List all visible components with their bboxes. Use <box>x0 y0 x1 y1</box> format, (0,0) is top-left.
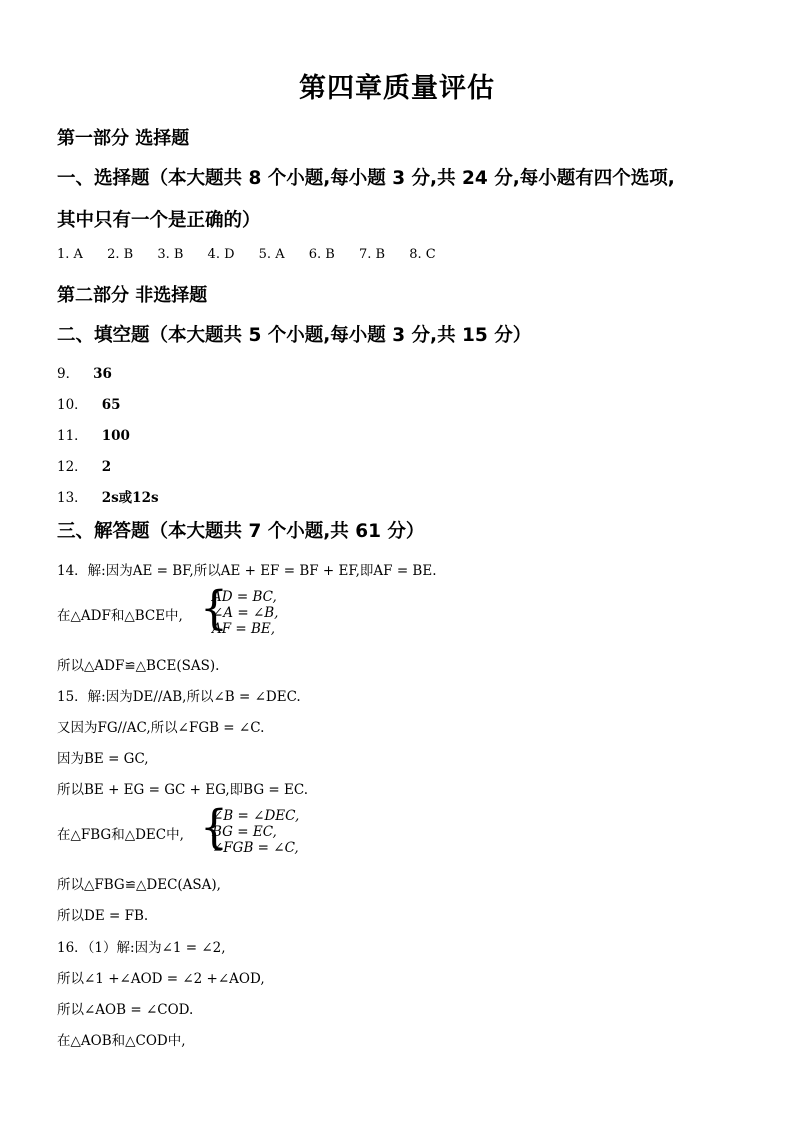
brace-symbol: { <box>200 800 228 855</box>
system-row: AD = BC, <box>212 589 277 605</box>
answer-item: 5. A <box>258 247 285 262</box>
fill-number: 13． <box>57 490 88 506</box>
section1-heading-line2: 其中只有一个是正确的） <box>57 210 261 231</box>
fill-answer: 100 <box>101 428 130 444</box>
q15-line6: 所以DE = FB. <box>57 908 149 924</box>
q14-line2: 所以△ADF≌△BCE(SAS). <box>57 658 220 674</box>
system-row: AF = BE, <box>212 621 276 637</box>
q15-line4: 所以BE + EG = GC + EG,即BG = EC. <box>57 782 309 798</box>
page-title: 第四章质量评估 <box>299 73 495 104</box>
answer-item: 8. C <box>409 247 436 262</box>
q16-line4: 在△AOB和△COD中, <box>57 1033 186 1049</box>
fill-number: 9． <box>57 366 80 382</box>
system-row: ∠B = ∠DEC, <box>212 808 300 824</box>
q15-line5: 所以△FBG≌△DEC(ASA), <box>57 877 221 893</box>
system-row: ∠FGB = ∠C, <box>212 840 299 856</box>
section3-heading: 三、解答题（本大题共 7 个小题,共 61 分） <box>57 521 425 542</box>
answer-item: 6. B <box>308 247 335 262</box>
fill-answer: 36 <box>93 366 112 382</box>
fill-number: 10． <box>57 397 88 413</box>
system-row: ∠A = ∠B, <box>212 605 279 621</box>
answer-item: 3. B <box>157 247 184 262</box>
choice-answers <box>57 247 456 262</box>
fill-item <box>57 455 111 475</box>
q16-line1: 16．（1）解:因为∠1 = ∠2, <box>57 940 226 956</box>
q16-line3: 所以∠AOB = ∠COD. <box>57 1002 194 1018</box>
answer-item: 2. B <box>107 247 134 262</box>
q16-line2: 所以∠1 +∠AOD = ∠2 +∠AOD, <box>57 971 265 987</box>
system-row: BG = EC, <box>212 824 277 840</box>
brace-symbol: { <box>200 581 228 636</box>
q15-line1: 15．解:因为DE//AB,所以∠B = ∠DEC. <box>57 689 301 705</box>
fill-item <box>57 393 120 413</box>
q14-line1: 14．解:因为AE = BF,所以AE + EF = BF + EF,即AF = BE. <box>57 563 437 579</box>
fill-item <box>57 424 130 444</box>
section1-heading-line1: 一、选择题（本大题共 8 个小题,每小题 3 分,共 24 分,每小题有四个选项, <box>57 168 675 189</box>
answer-item: 1. A <box>57 247 83 262</box>
fill-number: 12． <box>57 459 88 475</box>
q15-line2: 又因为FG//AC,所以∠FGB = ∠C. <box>57 720 265 736</box>
answer-item: 4. D <box>207 247 235 262</box>
fill-number: 11． <box>57 428 88 444</box>
section2-heading: 二、填空题（本大题共 5 个小题,每小题 3 分,共 15 分） <box>57 325 532 346</box>
q15-system-lead: 在△FBG和△DEC中, <box>57 827 184 843</box>
answer-item: 7. B <box>358 247 386 262</box>
part2-heading: 第二部分 非选择题 <box>57 285 208 306</box>
fill-item <box>57 486 159 506</box>
part1-heading: 第一部分 选择题 <box>57 128 190 149</box>
fill-item <box>57 362 112 382</box>
fill-answer: 2 <box>101 459 112 475</box>
fill-answer: 65 <box>101 397 121 413</box>
q15-line3: 因为BE = GC, <box>57 751 149 767</box>
fill-answer: 2s或12s <box>101 490 159 506</box>
q14-system-lead: 在△ADF和△BCE中, <box>57 608 183 624</box>
